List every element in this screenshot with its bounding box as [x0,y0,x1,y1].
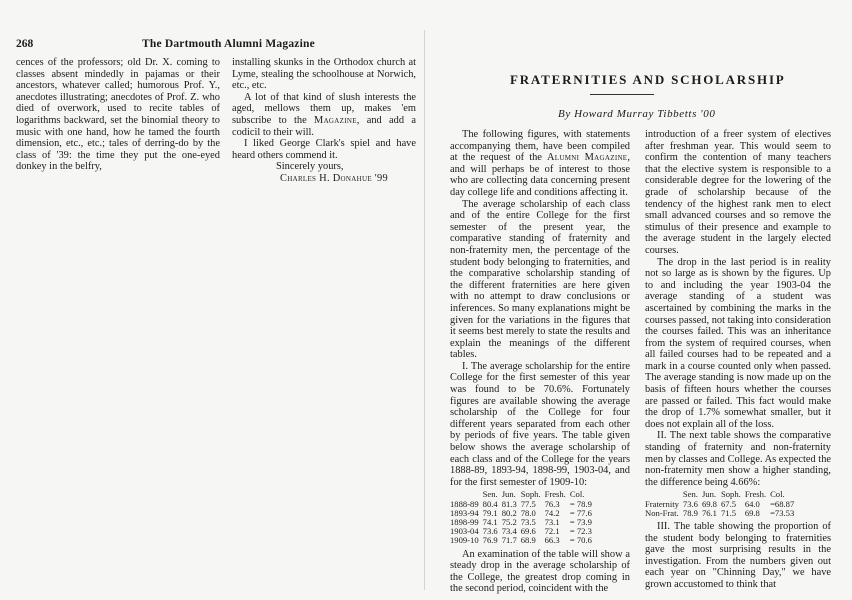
article-title: FRATERNITIES AND SCHOLARSHIP [510,72,786,87]
table-cell: 74.1 [482,517,498,528]
table-row [645,509,798,518]
table-header: Fresh. [744,489,767,500]
article-paragraph: An examination of the table will show a steady drop in the average scholarship of the College, the greatest drop coming in the second period, coincident with the [450,548,630,595]
article-paragraph: introduction of a freer system of electives after freshman year. This would seem to confirm the contention of many teachers that the elective system is responsible to a considerable degree for the lowering of the grade of scholarship because of the tendency of the highest rank men to elect small advanced courses and so remove the stimulus of their presence and example to the average student in the largely elected courses. [645,129,831,256]
table-cell: 76.1 [701,507,717,518]
table-cell: 73.6 [482,526,498,537]
table-cell: 79.1 [482,507,498,518]
table-cell: 1888-89 [450,498,479,509]
letter-column-1 [16,57,220,173]
table-cell: 80.4 [482,498,498,509]
table-cell: 1898-99 [450,517,479,528]
table-cell: 67.5 [720,498,737,509]
table-header: Sen. [682,489,698,500]
page-number: 268 [16,38,34,50]
table-cell: =73.53 [770,507,795,518]
page-gutter [424,30,425,590]
table-cell: 75.2 [501,517,517,528]
table-cell: 1893-94 [450,507,479,518]
table-cell: 71.5 [720,507,737,518]
table-cell: 68.9 [520,535,536,546]
letter-paragraph: cences of the professors; old Dr. X. coming to classes absent mindedly in pajamas or their ancestors, whatever called; humorous Prof. Y., anecdotes illustrating; anecdotes of Prof. Z. who died of overwork, used to recite tables of logarithms backward, set the binomial theory to music with one hand, how he tamed the fourth dimension, etc., etc.; tales of derring-do by the class of '39: the time they put the one-eyed donkey in the belfry, [16,57,220,173]
table-row [450,536,596,545]
table-cell: 73.5 [520,517,536,528]
table-cell: 69.8 [701,498,717,509]
table-header: Soph. [520,489,541,500]
table-cell: 78.9 [682,507,698,518]
article-column-2 [645,129,831,591]
table-cell: 73.1 [544,517,560,528]
table-cell: 72.1 [544,526,560,537]
title-rule [590,94,654,95]
table-cell: 1909-10 [450,535,479,546]
article-column-1 [450,129,630,595]
article-paragraph: II. The next table shows the comparative standing of fraternity and non-fraternity men by classes and College. As expected the non-fraternity men show a higher standing, the difference being 4.66%: [645,430,831,488]
article-paragraph: I. The average scholarship for the entire College for the first semester of this year was found to be 70.6%. Fortunately figures are available showing the average scholarship of the College for four different years separated from each other by periods of five years. The table given below shows the average scholarship of each class and of the College for the years 1888-89, 1893-94, 1898-99, 1903-04, and for the first semester of 1909-10: [450,360,630,488]
signature: Charles H. Donahue '99 [280,172,388,184]
table-header: Col. [770,489,785,500]
table-cell: 69.6 [520,526,536,537]
table-header: Jun. [701,489,717,500]
magazine-title: The Dartmouth Alumni Magazine [142,38,315,50]
table-header: Fresh. [544,489,566,500]
table-cell: = 72.3 [569,526,592,537]
table-cell: 64.0 [744,498,760,509]
article-paragraph: The average scholarship of each class and of the entire College for the first semester of the present year, the comparative standing of fraternity and non-fraternity men, the percentage of the student body belonging to fraternities, and the comparative scholarship standing of the different fraternities are here given with no attempt to draw conclusions or inferences. So many explanations might be given for the variations in the figures that it seems best merely to state the results and explain the meanings of the different tables. [450,198,630,361]
table-cell: 1903-04 [450,526,479,537]
table-cell: Fraternity [645,498,679,509]
table-cell: 80.2 [501,507,517,518]
table-header: Soph. [720,489,741,500]
table-cell: 73.4 [501,526,517,537]
letter-paragraph: installing skunks in the Orthodox church at Lyme, stealing the schoolhouse at Norwich, etc., etc. [232,57,416,92]
table-header: Jun. [501,489,516,500]
table-cell: 69.8 [744,507,760,518]
sign-off: Sincerely yours, [276,161,344,173]
table-cell: Non-Frat. [645,507,679,518]
table-cell: = 77.6 [569,507,592,518]
table-cell: =68.87 [770,498,795,509]
article-paragraph: III. The table showing the proportion of the student body belonging to fraternities gave the most surprising results in the investigation. From the numbers given out each year on "Chinning Day," we have grown accustomed to think that [645,521,831,590]
table-header: Col. [569,489,585,500]
table-header: Sen. [482,489,498,500]
table-cell: = 78.9 [569,498,592,509]
article-paragraph: The drop in the last period is in reality not so large as is shown by the figures. Up to and including the year 1903-04 the average standing of a student was ascertained by combining the marks in the courses passed, not taking into consideration the courses failed. This was an inheritance from the system of required courses, when all failed courses had to be repeated and a mark in a course counted only when passed. The average standing is now made up on the basis of fifteen hours whether the courses are passed or failed. This fact would make the drop of 1.7% somewhat smaller, but it does not explain all of the loss. [645,256,831,430]
fraternity-comparison-table [645,490,798,518]
table-cell: 74.2 [544,507,560,518]
table-cell: 73.6 [682,498,698,509]
article-byline: By Howard Murray Tibbetts '00 [558,108,716,120]
table-cell: 78.0 [520,507,536,518]
letter-paragraph: I liked George Clark's spiel and have heard others commend it. [232,138,416,161]
table-cell: 66.3 [544,535,560,546]
table-cell: 71.7 [501,535,517,546]
table-cell: 81.3 [501,498,517,509]
class-scholarship-table [450,490,596,545]
letter-paragraph: A lot of that kind of slush interests the aged, mellows them up, makes 'em subscribe to the Magazine, and add a codicil to their will. [232,91,416,138]
table-cell: = 70.6 [569,535,592,546]
table-cell: 76.9 [482,535,498,546]
table-cell: 76.3 [544,498,560,509]
article-paragraph: The following figures, with statements accompanying them, have been compiled at the request of the Alumni Magazine, and will perhaps be of interest to those who are collecting data concerning present day college life and conditions affecting it. [450,129,630,198]
letter-column-2 [232,57,416,185]
table-cell: = 73.9 [569,517,592,528]
table-cell: 77.5 [520,498,536,509]
